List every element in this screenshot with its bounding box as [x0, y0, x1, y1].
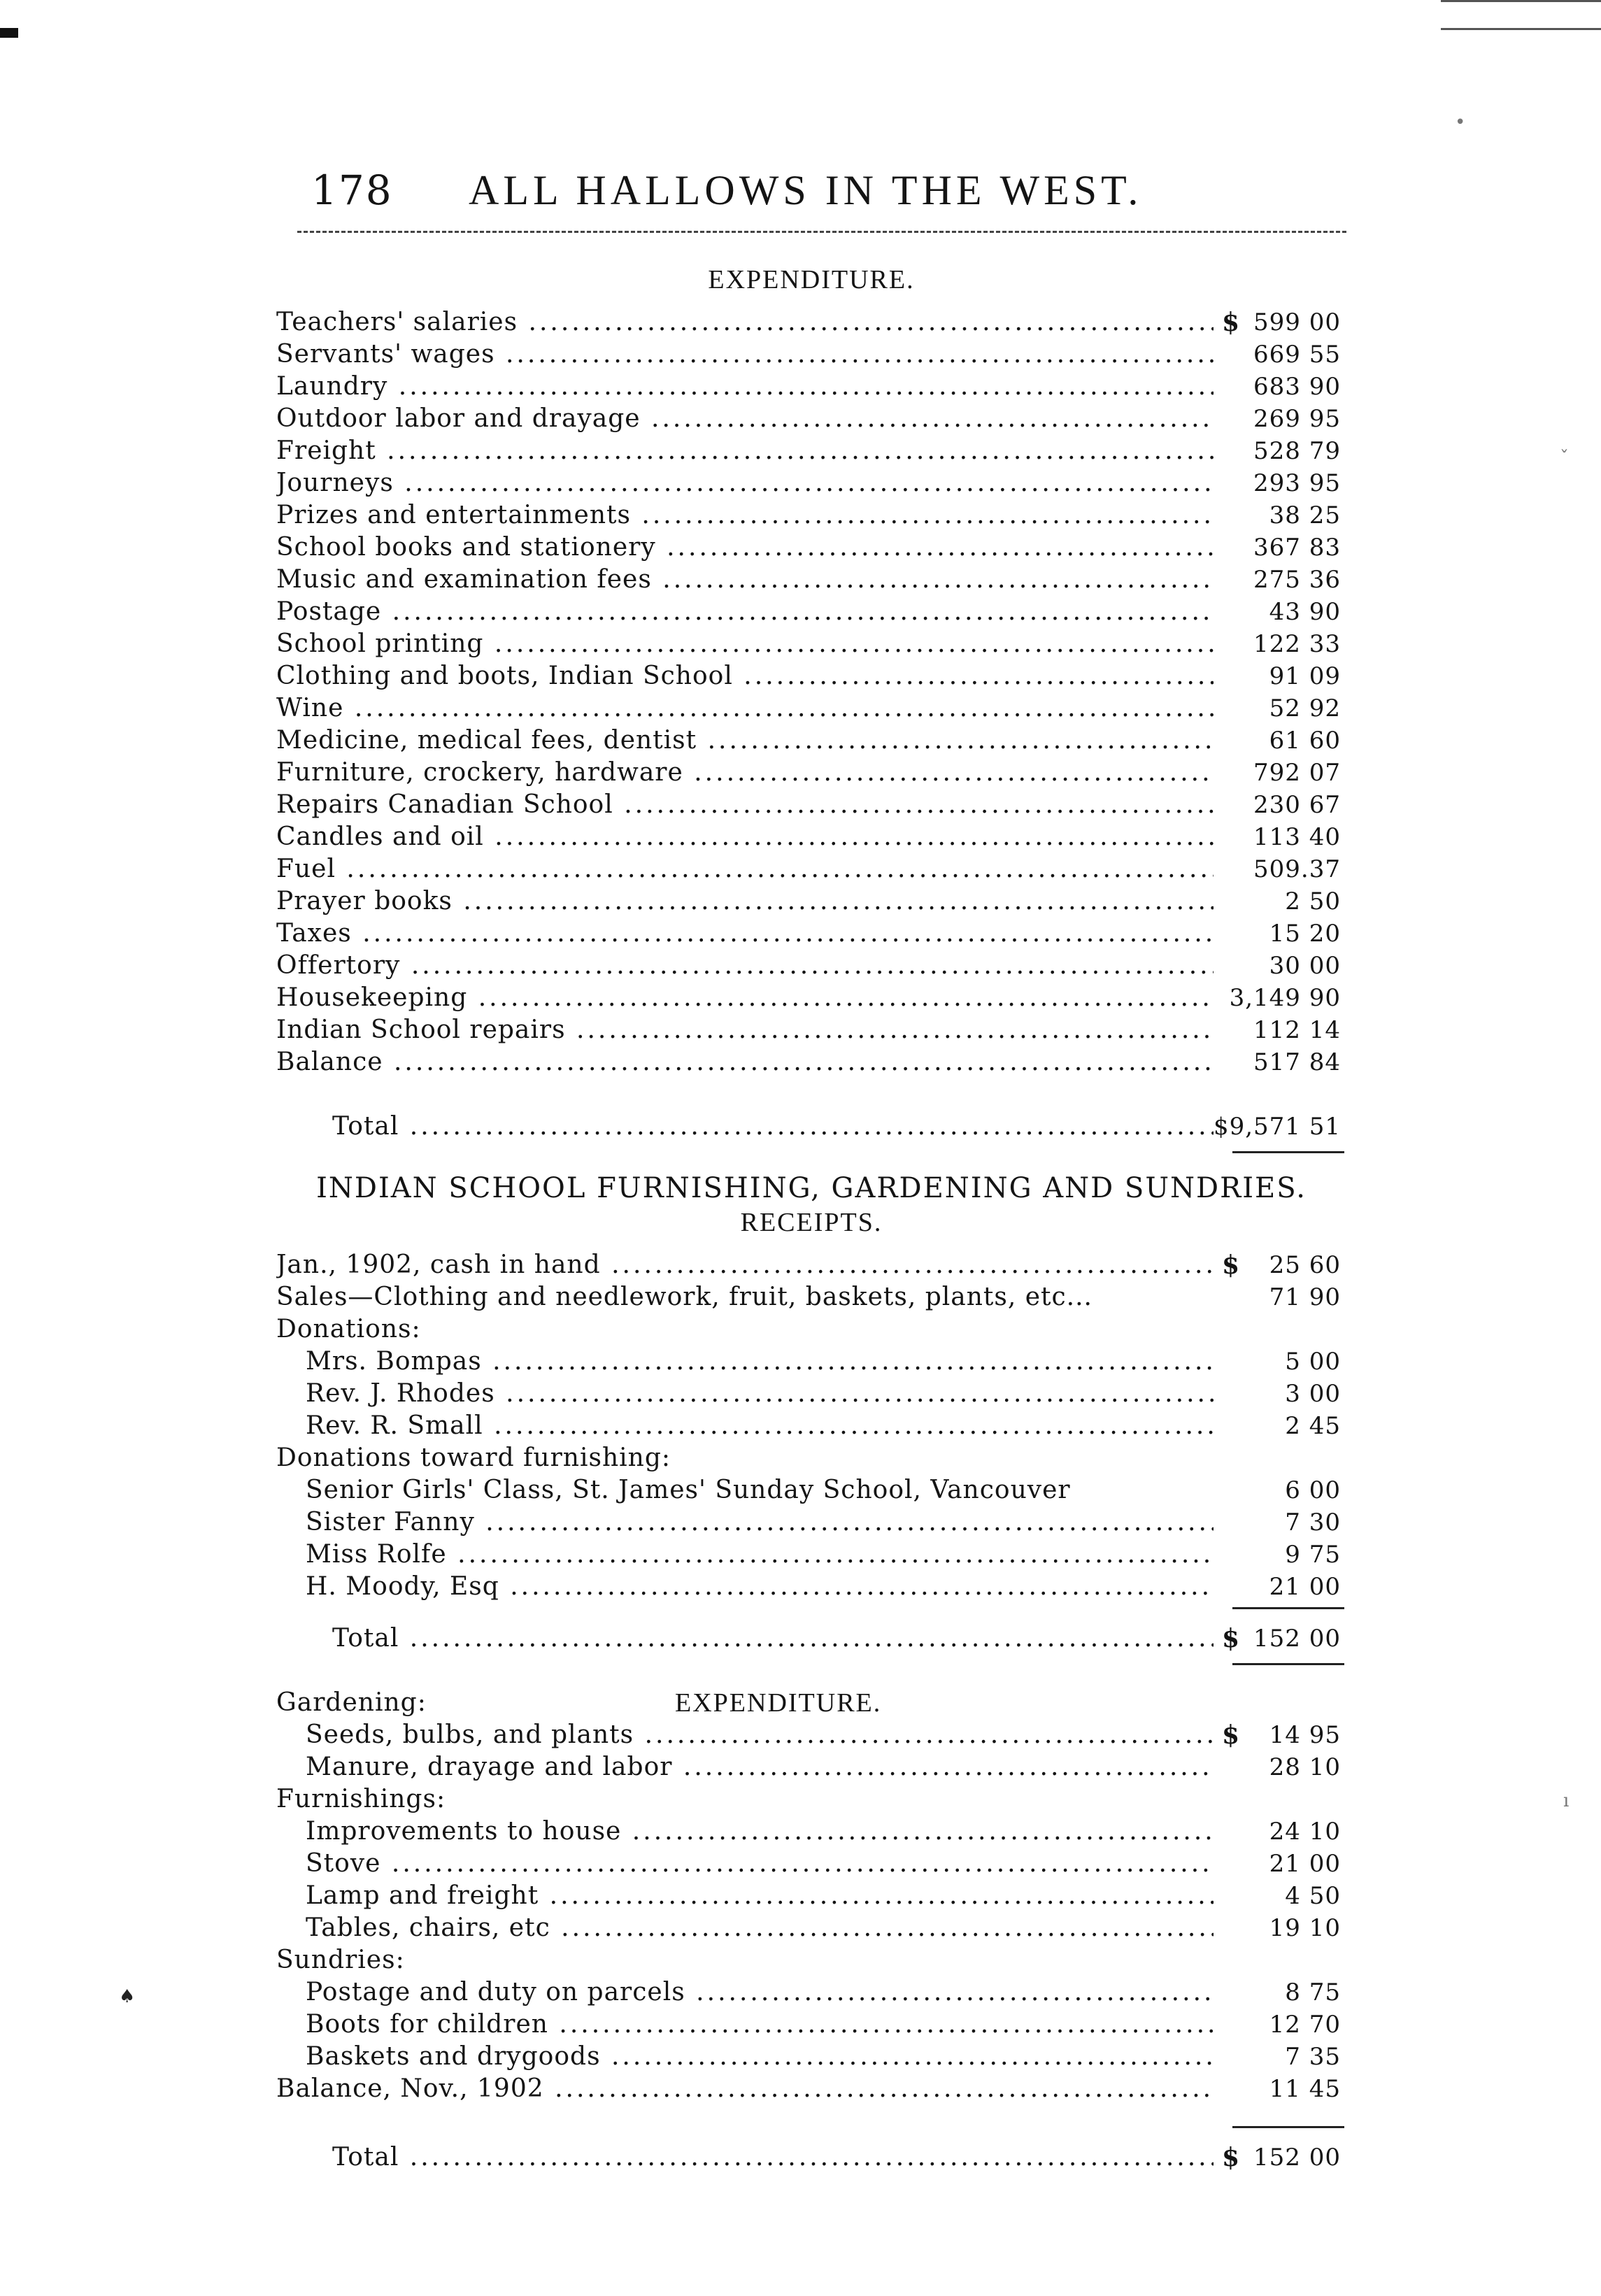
table-row	[276, 789, 1346, 821]
row-label: Lamp and freight .....	[306, 1880, 1214, 1912]
currency-sign: $	[1222, 1250, 1241, 1280]
table-row	[276, 1944, 1346, 1976]
table-row	[276, 1378, 1346, 1410]
row-amount: 293 95	[1253, 469, 1341, 497]
total-amount: 152 00	[1253, 1625, 1341, 1653]
row-amount: 8 75	[1285, 1978, 1341, 2006]
row-label: Sister Fanny .....	[306, 1506, 1214, 1539]
gardening-label: Gardening:	[276, 1688, 427, 1717]
table-row	[276, 2009, 1346, 2041]
row-amount: 2 50	[1285, 887, 1341, 915]
row-amount: 15 20	[1269, 920, 1341, 948]
gardening-heading-row	[276, 1687, 1346, 1719]
row-label: Furnishings:	[276, 1785, 446, 1813]
row-label: Rev. J. Rhodes .....	[306, 1378, 1214, 1410]
table-row	[276, 306, 1346, 338]
row-amount: 7 30	[1285, 1509, 1341, 1536]
table-row	[276, 2041, 1346, 2073]
row-amount: 2 45	[1285, 1412, 1341, 1440]
row-label: Indian School repairs .....	[276, 1014, 1214, 1046]
row-amount: 269 95	[1253, 405, 1341, 433]
table-row	[276, 467, 1346, 499]
row-label: Housekeeping .....	[276, 982, 1214, 1014]
row-label: Furniture, crockery, hardware .....	[276, 757, 1214, 789]
row-label: Sundries:	[276, 1946, 405, 1974]
row-label: School printing .....	[276, 628, 1214, 660]
scan-speck: ı	[1563, 1790, 1570, 1811]
running-title: ALL HALLOWS IN THE WEST.	[469, 167, 1143, 213]
table-row	[276, 532, 1346, 564]
row-amount: 5 00	[1285, 1348, 1341, 1376]
table-row	[276, 1249, 1346, 1281]
row-label: Music and examination fees .....	[276, 564, 1214, 596]
table-row	[276, 1719, 1346, 1751]
table-row	[276, 1783, 1346, 1816]
table-row	[276, 1506, 1346, 1539]
table-row	[276, 1848, 1346, 1880]
row-label: Senior Girls' Class, St. James' Sunday School, Vancouver	[306, 1476, 1071, 1504]
row-label: Prayer books .....	[276, 885, 1214, 918]
scan-speck: ♠	[119, 1986, 136, 2007]
table-row	[276, 403, 1346, 435]
row-label: Balance, Nov., 1902 .....	[276, 2073, 1214, 2105]
total-label: Total .....	[332, 1111, 1214, 1143]
garden-expenditure-heading: EXPENDITURE.	[675, 1688, 882, 1718]
table-row	[276, 950, 1346, 982]
row-amount: 38 25	[1269, 501, 1341, 529]
table-row	[276, 821, 1346, 853]
table-row	[276, 692, 1346, 725]
row-amount: 25 60	[1269, 1251, 1341, 1279]
row-label: Candles and oil .....	[276, 821, 1214, 853]
row-amount: 7 35	[1285, 2043, 1341, 2071]
row-label: Manure, drayage and labor .....	[306, 1751, 1214, 1783]
table-row	[276, 1442, 1346, 1474]
row-label: Miss Rolfe .....	[306, 1539, 1214, 1571]
row-label: Improvements to house .....	[306, 1816, 1214, 1848]
table-row	[276, 1571, 1346, 1603]
table-row	[276, 1281, 1346, 1313]
row-label: Balance .....	[276, 1046, 1214, 1078]
row-amount: 599 00	[1253, 308, 1341, 336]
table-row	[276, 2073, 1346, 2105]
row-amount: 61 60	[1269, 727, 1341, 755]
row-amount: 12 70	[1269, 2011, 1341, 2039]
row-amount: 43 90	[1269, 598, 1341, 626]
table-row	[276, 338, 1346, 371]
row-amount: 112 14	[1253, 1016, 1341, 1044]
row-amount: 3 00	[1285, 1380, 1341, 1408]
scan-speck: ˇ	[1560, 448, 1569, 469]
row-label: Offertory .....	[276, 950, 1214, 982]
table-row	[276, 564, 1346, 596]
table-row	[276, 1410, 1346, 1442]
currency-sign: $	[1222, 1720, 1241, 1750]
header-rule	[297, 231, 1346, 233]
row-label: Donations toward furnishing:	[276, 1443, 671, 1472]
currency-sign: $	[1222, 308, 1241, 337]
row-label: Jan., 1902, cash in hand .....	[276, 1249, 1214, 1281]
row-amount: 230 67	[1253, 791, 1341, 819]
scan-edge-rule	[1441, 28, 1601, 30]
row-label: Freight .....	[276, 435, 1214, 467]
table-row	[276, 1880, 1346, 1912]
receipts-total-row	[276, 1623, 1346, 1655]
row-amount: 19 10	[1269, 1914, 1341, 1942]
row-label: Baskets and drygoods .....	[306, 2041, 1214, 2073]
page-number: 178	[311, 166, 393, 214]
currency-sign: $	[1222, 2143, 1241, 2172]
row-label: Postage and duty on parcels .....	[306, 1976, 1214, 2009]
row-amount: 3,149 90	[1229, 984, 1341, 1012]
row-amount: 113 40	[1253, 823, 1341, 851]
receipts-total-rule	[1232, 1607, 1344, 1609]
row-label: Sales—Clothing and needlework, fruit, baskets, plants, etc...	[276, 1283, 1093, 1311]
scan-corner-mark	[0, 28, 18, 38]
total-label: Total .....	[332, 1623, 1214, 1655]
row-label: Tables, chairs, etc .....	[306, 1912, 1214, 1944]
table-row	[276, 435, 1346, 467]
row-amount: 669 55	[1253, 341, 1341, 369]
table-row	[276, 757, 1346, 789]
expenditure-heading: EXPENDITURE.	[708, 265, 915, 294]
row-amount: 21 00	[1269, 1573, 1341, 1601]
row-label: School books and stationery .....	[276, 532, 1214, 564]
row-amount: 122 33	[1253, 630, 1341, 658]
table-row	[276, 628, 1346, 660]
table-row	[276, 1539, 1346, 1571]
row-amount: 792 07	[1253, 759, 1341, 787]
table-row	[276, 1014, 1346, 1046]
row-amount: 528 79	[1253, 437, 1341, 465]
table-row	[276, 1046, 1346, 1078]
garden-total-rule	[1232, 2126, 1344, 2128]
row-label: Mrs. Bompas .....	[306, 1346, 1214, 1378]
receipts-total-underline	[1232, 1663, 1344, 1665]
row-label: Journeys .....	[276, 467, 1214, 499]
row-label: Laundry .....	[276, 371, 1214, 403]
row-amount: 14 95	[1269, 1721, 1341, 1749]
total-amount: 152 00	[1253, 2144, 1341, 2172]
table-row	[276, 885, 1346, 918]
row-amount: 6 00	[1285, 1476, 1341, 1504]
row-label: Donations:	[276, 1315, 421, 1343]
row-amount: 4 50	[1285, 1882, 1341, 1910]
scan-edge-rule	[1441, 0, 1601, 2]
table-row	[276, 596, 1346, 628]
row-label: Seeds, bulbs, and plants .....	[306, 1719, 1214, 1751]
row-amount: 367 83	[1253, 534, 1341, 562]
row-amount: 24 10	[1269, 1818, 1341, 1846]
table-row	[276, 660, 1346, 692]
row-label: Boots for children .....	[306, 2009, 1214, 2041]
row-amount: 11 45	[1269, 2075, 1341, 2103]
row-amount: 52 92	[1269, 694, 1341, 722]
row-label: Clothing and boots, Indian School .....	[276, 660, 1214, 692]
row-amount: 9 75	[1285, 1541, 1341, 1569]
scan-speck: •	[1455, 112, 1466, 133]
row-label: Prizes and entertainments .....	[276, 499, 1214, 532]
row-label: Rev. R. Small .....	[306, 1410, 1214, 1442]
row-label: Teachers' salaries .....	[276, 306, 1214, 338]
table-row	[276, 371, 1346, 403]
row-amount: 21 00	[1269, 1850, 1341, 1878]
table-row	[276, 918, 1346, 950]
table-row	[276, 1474, 1346, 1506]
row-label: Outdoor labor and drayage .....	[276, 403, 1214, 435]
row-amount: 28 10	[1269, 1753, 1341, 1781]
currency-sign: $	[1222, 1624, 1241, 1653]
total-underline	[1232, 1151, 1344, 1153]
table-row	[276, 853, 1346, 885]
row-label: H. Moody, Esq .....	[306, 1571, 1214, 1603]
row-label: Repairs Canadian School .....	[276, 789, 1214, 821]
row-amount: 275 36	[1253, 566, 1341, 594]
row-label: Taxes .....	[276, 918, 1214, 950]
table-row	[276, 1313, 1346, 1346]
indian-school-title: INDIAN SCHOOL FURNISHING, GARDENING AND SUNDRIES.	[316, 1172, 1307, 1204]
row-label: Stove .....	[306, 1848, 1214, 1880]
table-row	[276, 1976, 1346, 2009]
table-row	[276, 499, 1346, 532]
page-header	[311, 166, 1360, 222]
table-row	[276, 725, 1346, 757]
table-row	[276, 982, 1346, 1014]
row-label: Servants' wages .....	[276, 338, 1214, 371]
row-amount: 517 84	[1253, 1048, 1341, 1076]
row-label: Medicine, medical fees, dentist .....	[276, 725, 1214, 757]
garden-total-row	[276, 2141, 1346, 2174]
table-row	[276, 1751, 1346, 1783]
table-row	[276, 1346, 1346, 1378]
row-amount: 683 90	[1253, 373, 1341, 401]
row-amount: 71 90	[1269, 1283, 1341, 1311]
row-label: Postage .....	[276, 596, 1214, 628]
row-amount: 91 09	[1269, 662, 1341, 690]
row-amount: 30 00	[1269, 952, 1341, 980]
row-amount: 509.37	[1253, 855, 1341, 883]
table-row	[276, 1912, 1346, 1944]
row-label: Wine .....	[276, 692, 1214, 725]
receipts-heading: RECEIPTS.	[740, 1208, 883, 1237]
table-row	[276, 1816, 1346, 1848]
total-label: Total .....	[332, 2141, 1214, 2174]
row-label: Fuel .....	[276, 853, 1214, 885]
total-amount: $9,571 51	[1213, 1113, 1341, 1141]
expenditure-total-row	[276, 1111, 1346, 1143]
